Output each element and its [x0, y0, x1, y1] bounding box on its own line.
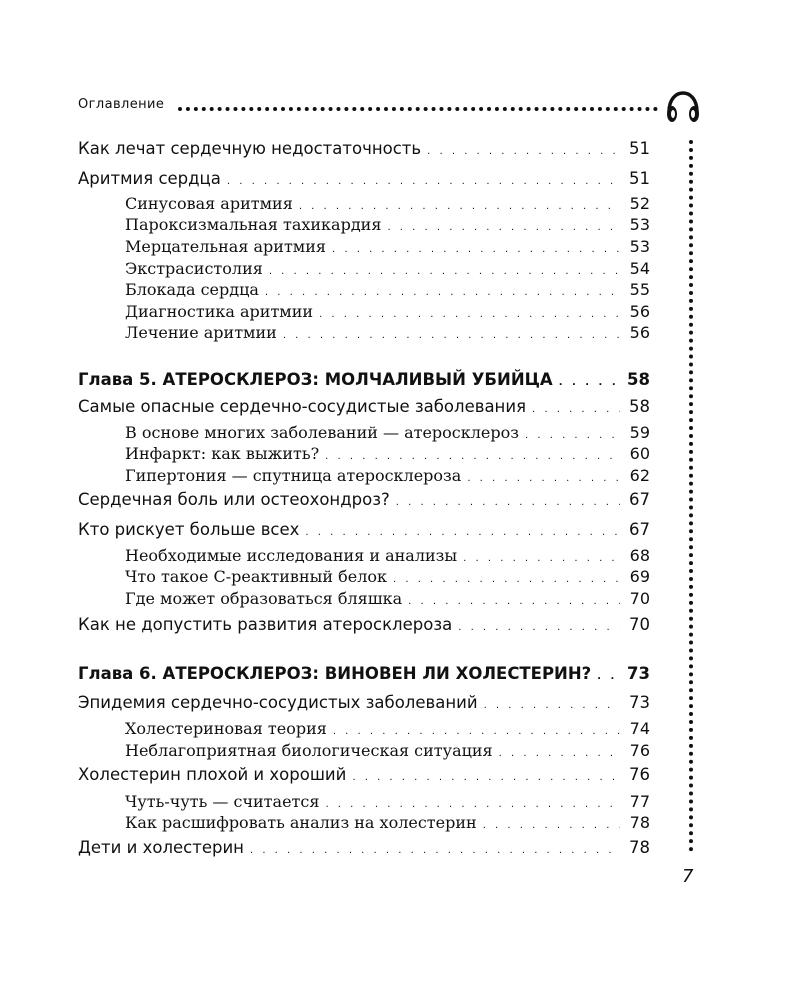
- toc-entry-page: 74: [629, 719, 650, 738]
- toc-entry-page: 73: [629, 693, 650, 712]
- toc-entry-page: 68: [629, 546, 650, 565]
- toc-entry: [78, 520, 650, 542]
- dot-leader: [305, 523, 620, 543]
- toc-entry-page: 67: [629, 520, 650, 539]
- dot-leader: [463, 549, 620, 569]
- toc-entry-page: 59: [629, 423, 650, 442]
- toc-subentry: [78, 741, 650, 763]
- toc-entry-page: 54: [629, 259, 650, 278]
- dot-leader: [597, 667, 620, 687]
- toc-entry-page: 58: [627, 370, 650, 389]
- toc-subentry: [78, 194, 650, 216]
- toc-subentry: [78, 259, 650, 281]
- toc-entry-title: Где может образоваться бляшка: [125, 589, 403, 608]
- dot-leader: [319, 305, 620, 325]
- toc-entry-title: Необходимые исследования и анализы: [125, 546, 458, 565]
- toc-entry-page: 56: [629, 302, 650, 321]
- toc-entry-page: 70: [629, 615, 650, 634]
- toc-entry-title: Пароксизмальная тахикардия: [125, 215, 382, 234]
- toc-entry-title: Как расшифровать анализ на холестерин: [125, 813, 477, 832]
- toc-entry-title: Гипертония — спутница атеросклероза: [125, 466, 462, 485]
- toc-subentry: [78, 813, 650, 835]
- dot-leader: [467, 469, 620, 489]
- toc-entry-title: Эпидемия сердечно-сосудистых заболеваний: [78, 693, 478, 712]
- toc-entry-title: Дети и холестерин: [78, 838, 244, 857]
- toc-entry-page: 52: [629, 194, 650, 213]
- toc-entry-page: 77: [629, 792, 650, 811]
- toc-entry-title: Сердечная боль или остеохондроз?: [78, 490, 390, 509]
- toc-entry-title: Блокада сердца: [125, 280, 259, 299]
- toc-entry-title: Холестерин плохой и хороший: [78, 765, 347, 784]
- toc-entry-title: Диагностика аритмии: [125, 302, 314, 321]
- toc-entry-title: Аритмия сердца: [78, 169, 221, 188]
- toc-entry: [78, 693, 650, 715]
- toc-entry-title: Синусовая аритмия: [125, 194, 293, 213]
- toc-subentry: [78, 323, 650, 345]
- toc-entry-page: 76: [629, 741, 650, 760]
- toc-subentry: [78, 237, 650, 259]
- dot-leader: [484, 696, 620, 716]
- toc-entry-title: Холестериновая теория: [125, 719, 327, 738]
- dot-leader: [265, 283, 620, 303]
- dot-leader: [250, 841, 620, 861]
- dot-leader: [532, 400, 620, 420]
- toc-entry-title: Как лечат сердечную недостаточность: [78, 139, 422, 158]
- toc-subentry: [78, 215, 650, 237]
- toc-entry-page: 56: [629, 323, 650, 342]
- toc-subentry: [78, 792, 650, 814]
- dot-leader: [387, 218, 620, 238]
- vertical-dotted-rule: [689, 140, 693, 852]
- toc-subentry: [78, 302, 650, 324]
- toc-entry: [78, 139, 650, 161]
- toc-entry-title: Глава 5. АТЕРОСКЛЕРОЗ: МОЛЧАЛИВЫЙ УБИЙЦА: [78, 370, 553, 389]
- dot-leader: [325, 795, 620, 815]
- dot-leader: [525, 426, 620, 446]
- toc-entry-title: Мерцательная аритмия: [125, 237, 326, 256]
- toc-entry-page: 51: [629, 169, 650, 188]
- toc-subentry: [78, 567, 650, 589]
- dot-leader: [299, 197, 620, 217]
- toc-chapter: [78, 370, 650, 392]
- toc-entry-page: 67: [629, 490, 650, 509]
- running-header-label: Оглавление: [78, 97, 165, 112]
- dot-leader: [333, 722, 620, 742]
- toc-entry-title: Неблагоприятная биологическая ситуация: [125, 741, 493, 760]
- toc-entry: [78, 615, 650, 637]
- toc-entry-page: 70: [629, 589, 650, 608]
- dot-leader: [458, 618, 620, 638]
- dot-leader: [393, 570, 620, 590]
- toc-entry-title: Глава 6. АТЕРОСКЛЕРОЗ: ВИНОВЕН ЛИ ХОЛЕСТЕРИН?: [78, 664, 592, 683]
- toc-entry-title: Как не допустить развития атеросклероза: [78, 615, 453, 634]
- toc-chapter: [78, 664, 650, 686]
- toc-entry-page: 58: [629, 397, 650, 416]
- toc-entry-page: 53: [629, 237, 650, 256]
- toc-entry-page: 78: [629, 838, 650, 857]
- header-dotted-rule: [178, 107, 658, 111]
- toc-entry-page: 69: [629, 567, 650, 586]
- toc-subentry: [78, 546, 650, 568]
- toc-entry-page: 55: [629, 280, 650, 299]
- toc-entry-title: Экстрасистолия: [125, 259, 263, 278]
- dot-leader: [325, 447, 620, 467]
- dot-leader: [332, 240, 620, 260]
- dot-leader: [483, 816, 620, 836]
- toc-entry-title: В основе многих заболеваний — атеросклероз: [125, 423, 519, 442]
- dot-leader: [269, 262, 620, 282]
- toc-subentry: [78, 423, 650, 445]
- dot-leader: [227, 172, 620, 192]
- toc-entry-page: 51: [629, 139, 650, 158]
- toc-entry-page: 62: [629, 466, 650, 485]
- toc-subentry: [78, 589, 650, 611]
- toc-entry-page: 78: [629, 813, 650, 832]
- dot-leader: [499, 744, 620, 764]
- toc-entry-title: Что такое С-реактивный белок: [125, 567, 387, 586]
- dot-leader: [396, 493, 620, 513]
- toc-entry-page: 60: [629, 444, 650, 463]
- toc-entry: [78, 838, 650, 860]
- dot-leader: [352, 768, 620, 788]
- toc-subentry: [78, 719, 650, 741]
- toc-subentry: [78, 466, 650, 488]
- toc-entry-title: Самые опасные сердечно-сосудистые заболевания: [78, 397, 526, 416]
- toc-entry-title: Чуть-чуть — считается: [125, 792, 320, 811]
- toc-entry-title: Инфаркт: как выжить?: [125, 444, 320, 463]
- toc-entry: [78, 169, 650, 191]
- toc-subentry: [78, 444, 650, 466]
- toc-subentry: [78, 280, 650, 302]
- dot-leader: [283, 326, 620, 346]
- toc-entry-title: Лечение аритмии: [125, 323, 277, 342]
- toc-entry: [78, 490, 650, 512]
- toc-entry-page: 53: [629, 215, 650, 234]
- toc-entry-title: Кто рискует больше всех: [78, 520, 300, 539]
- page-number: 7: [682, 866, 694, 887]
- toc-entry-page: 73: [627, 664, 650, 683]
- dot-leader: [408, 592, 620, 612]
- toc-entry: [78, 765, 650, 787]
- dot-leader: [427, 142, 620, 162]
- toc-entry: [78, 397, 650, 419]
- dot-leader: [559, 373, 620, 393]
- headphones-icon: [664, 90, 702, 124]
- toc-entry-page: 76: [629, 765, 650, 784]
